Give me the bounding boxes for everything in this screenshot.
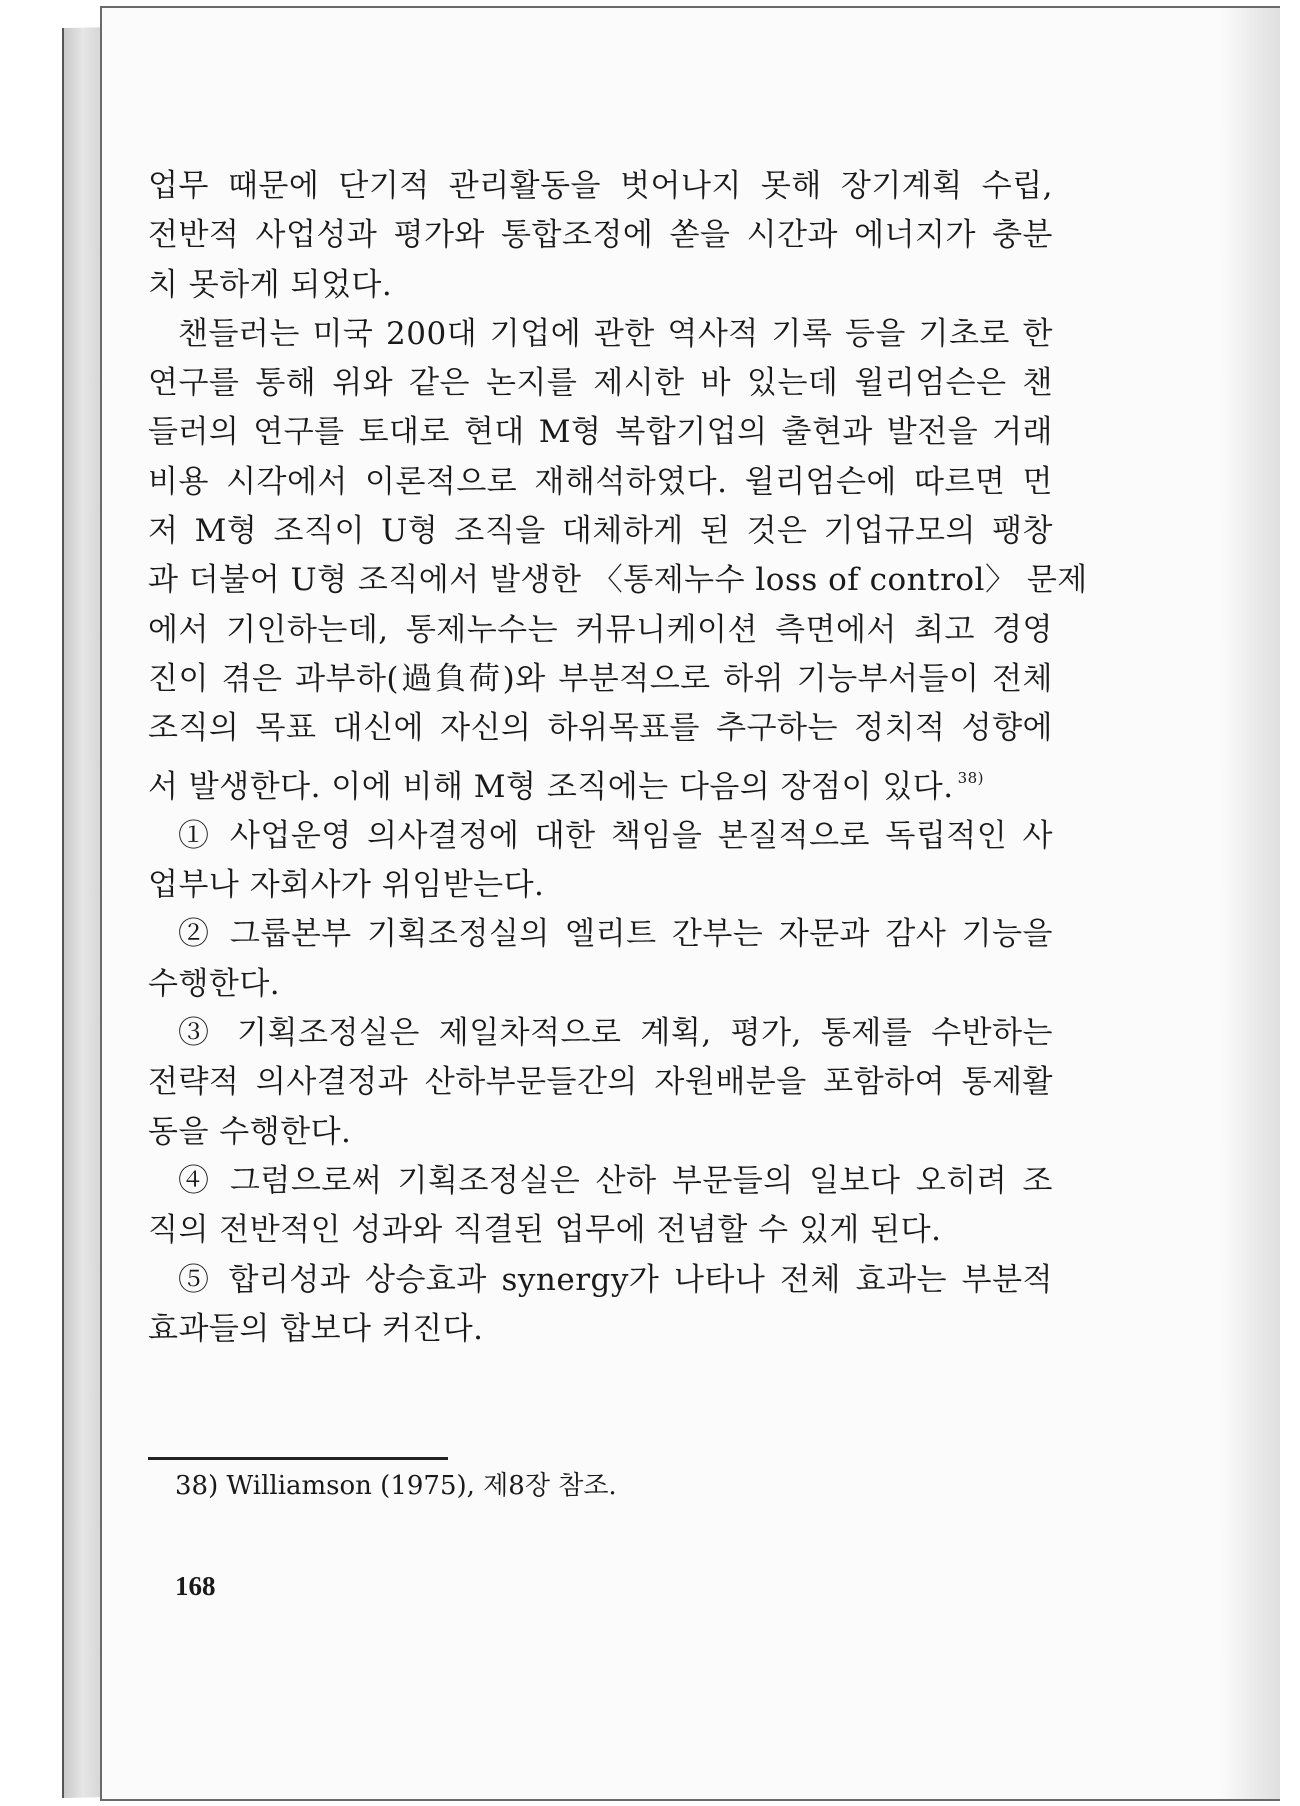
body-line: [148, 458, 1053, 507]
body-line-text: 저 M형 조직이 U형 조직을 대체하게 된 것은 기업규모의 팽창: [148, 513, 1053, 550]
body-line: [148, 556, 1088, 605]
body-line-text: 치 못하게 되었다.: [148, 266, 393, 303]
body-line: [148, 261, 1053, 310]
body-line: [148, 408, 1053, 457]
body-line: [148, 1108, 1053, 1157]
body-line-text: 조직의 목표 대신에 자신의 하위목표를 추구하는 정치적 성향에: [148, 710, 1053, 747]
body-line: [148, 211, 1053, 260]
page-number: 168: [175, 1571, 216, 1601]
body-line-text: 업무 때문에 단기적 관리활동을 벗어나지 못해 장기계획 수립,: [148, 168, 1053, 204]
body-line-text: ② 그룹본부 기획조정실의 엘리트 간부는 자문과 감사 기능을: [178, 916, 1053, 953]
body-line-text: ⑤ 합리성과 상승효과 synergy가 나타나 전체 효과는 부분적: [178, 1261, 1053, 1298]
body-line-text: 서 발생한다. 이에 비해 M형 조직에는 다음의 장점이 있다.: [148, 768, 954, 805]
body-line-text: 업부나 자회사가 위임받는다.: [148, 867, 545, 904]
footnote-divider: [148, 1457, 448, 1460]
body-line-text: ③ 기획조정실은 제일차적으로 계획, 평가, 통제를 수반하는: [178, 1015, 1053, 1052]
body-text: [148, 162, 1088, 1354]
body-line-text: ① 사업운영 의사결정에 대한 책임을 본질적으로 독립적인 사: [178, 817, 1053, 854]
body-line: [148, 861, 1053, 910]
body-line-text: 수행한다.: [148, 965, 281, 1002]
body-line-text: 비용 시각에서 이론적으로 재해석하였다. 윌리엄슨에 따르면 먼: [148, 463, 1053, 500]
body-line-text: 들러의 연구를 토대로 현대 M형 복합기업의 출현과 발전을 거래: [148, 414, 1053, 451]
body-line-text: 직의 전반적인 성과와 직결된 업무에 전념할 수 있게 된다.: [148, 1212, 942, 1249]
body-line: [148, 359, 1053, 408]
body-line-text: 동을 수행한다.: [148, 1113, 352, 1150]
body-line-text: 효과들의 합보다 커진다.: [148, 1310, 484, 1347]
body-line: [148, 960, 1053, 1009]
body-line: [148, 606, 1053, 655]
body-line: [148, 812, 1053, 861]
body-line-text: ④ 그럼으로써 기획조정실은 산하 부문들의 일보다 오히려 조: [178, 1162, 1053, 1199]
footnote: 38) Williamson (1975), 제8장 참조.: [175, 1471, 617, 1501]
page-edge-shadow: [1220, 8, 1280, 1799]
body-line-text: 전반적 사업성과 평가와 통합조정에 쏟을 시간과 에너지가 충분: [148, 217, 1053, 254]
body-line: [148, 655, 1053, 704]
body-line: [148, 1009, 1053, 1058]
body-line: [148, 310, 1053, 359]
body-line: [148, 1157, 1053, 1206]
footnote-reference: 38): [957, 768, 985, 787]
body-line: [148, 1058, 1053, 1107]
body-line-text: 진이 겪은 과부하(過負荷)와 부분적으로 하위 기능부서들이 전체: [148, 660, 1053, 697]
body-line: [148, 754, 1053, 812]
body-line-text: 전략적 의사결정과 산하부문들간의 자원배분을 포함하여 통제활: [148, 1064, 1053, 1101]
body-line: [148, 1256, 1053, 1305]
body-line: [148, 910, 1053, 959]
body-line-text: 챈들러는 미국 200대 기업에 관한 역사적 기록 등을 기초로 한: [178, 315, 1053, 352]
body-line-text: 과 더불어 U형 조직에서 발생한 〈통제누수 loss of control〉 문제: [148, 562, 1088, 599]
body-line: [148, 507, 1053, 556]
body-line-text: 에서 기인하는데, 통제누수는 커뮤니케이션 측면에서 최고 경영: [148, 611, 1053, 648]
body-line-text: 연구를 통해 위와 같은 논지를 제시한 바 있는데 윌리엄슨은 챈: [148, 365, 1053, 402]
body-line: [148, 1305, 1053, 1354]
body-line: [148, 1206, 1053, 1255]
body-line: [148, 162, 1053, 211]
body-line: [148, 704, 1053, 753]
